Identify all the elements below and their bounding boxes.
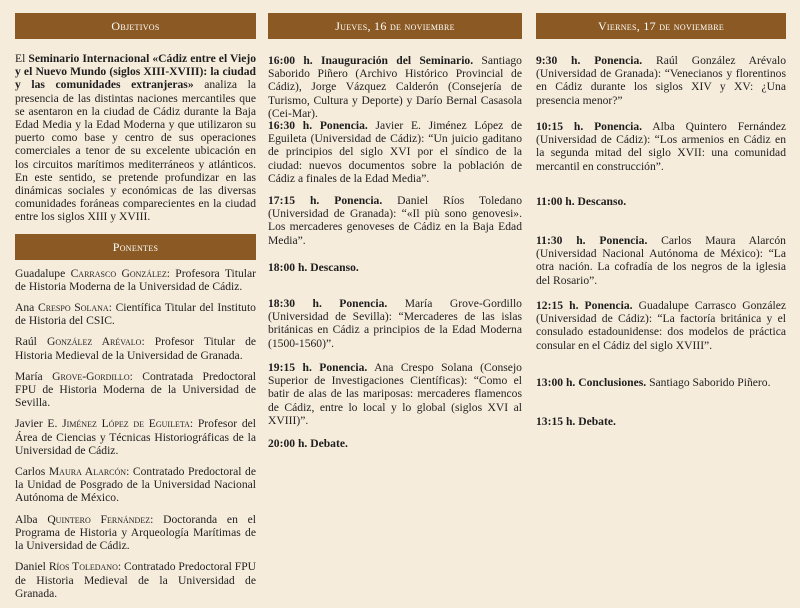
event-details: María Grove-Gordillo (Universidad de Sevilla): “Mercaderes de las islas británicas en Cádiz a principios de la Edad Moderna (1500-1560)”. [268,297,522,350]
speaker-first-name: Raúl [15,335,47,349]
event-time-title: 18:30 h. Ponencia. [268,297,388,310]
speaker-item [15,560,256,600]
speaker-surname: Jiménez López de Eguileta [62,417,190,431]
event-details: Raúl González Arévalo (Universidad de Granada): “Venecianos y florentinos en Cádiz durante los siglos XIV y XV: ¿Una presencia menor?” [536,54,786,107]
event-time-title: 12:15 h. Ponencia. [536,299,633,312]
schedule-item [536,415,786,428]
schedule-item [536,299,786,352]
speaker-item [15,370,256,410]
schedule-item [536,234,786,287]
seminar-title: Seminario Internacional «Cádiz entre el Viejo y el Nuevo Mundo (siglos XIII-XVIII): la ciudad y las comunidades extranjeras» [15,52,256,92]
speaker-surname: Grove-Gordillo [52,369,130,383]
event-time-title: 18:00 h. Descanso. [268,261,359,274]
event-details: Santiago Saborido Piñero (Archivo Histórico Provincial de Cádiz), Jorge Vázquez Calderón (Consejería de Turismo, Cultura y Deporte) y Darío Bernal Casasola (Cei-Mar). [268,54,522,120]
event-details: Carlos Maura Alarcón (Universidad Nacional Autónoma de México): “La otra nación. La cofradía de los negros de la iglesia del Rosario”. [536,234,786,287]
speaker-surname: Crespo Solana [37,301,109,315]
schedule-item [536,195,786,208]
left-column [15,13,256,608]
speaker-surname: Ríos Toledano [48,560,118,574]
schedule-item [536,376,786,389]
event-time-title: 16:00 h. Inauguración del Seminario. [268,54,474,67]
speaker-first-name: Javier E. [15,417,63,431]
speaker-first-name: Ana [15,301,38,315]
speaker-first-name: Alba [15,512,48,526]
schedule-item [268,297,522,350]
speaker-desc: : Profesor Titular de Historia Medieval de la Universidad de Granada. [15,335,257,362]
speaker-desc: : Profesora Titular de Historia Moderna de la Universidad de Cádiz. [15,266,256,293]
jueves-header: Jueves, 16 de noviembre [268,13,522,39]
schedule-item [536,54,786,107]
intro-lead: El [15,52,29,65]
speaker-desc: : Contratada Predoctoral FPU de Historia Moderna de la Universidad de Sevilla. [15,369,256,410]
speaker-item [15,417,256,457]
event-time-title: 13:15 h. Debate. [536,415,616,428]
speakers-list [15,267,256,600]
speaker-first-name: Carlos [15,465,49,479]
speaker-first-name: Daniel [15,560,49,574]
speaker-item [15,513,256,553]
friday-column [536,13,786,553]
speaker-desc: : Contratado Predoctoral FPU de Historia Medieval de la Universidad de Granada. [15,560,257,600]
speaker-desc: : Profesor del Área de Ciencias y Técnicas Historiográficas de la Universidad de Cádiz. [15,417,256,457]
viernes-header: Viernes, 17 de noviembre [536,13,786,39]
schedule-item [268,361,522,427]
event-time-title: 11:00 h. Descanso. [536,195,627,208]
intro-rest: analiza la presencia de las distintas naciones mercantiles que se asentaron en la ciudad de Cádiz durante la Baja Edad Media y la Edad Moderna y que utilizaron su puerto como base y centro de sus operaciones comerciales a tenor de su excelente ubicación en los circuitos marítimos mediterráneos y atlánticos. En este sentido, se pretende profundizar en las dinámicas sociales y económicas de las diversas comunidades foráneas comparecientes en la ciudad entre los siglos XIII y XVIII. [15,78,256,224]
objetivos-header: Objetivos [15,13,256,39]
event-time-title: 11:30 h. Ponencia. [536,234,648,247]
schedule-item [268,54,522,120]
event-details: Alba Quintero Fernández (Universidad de Cádiz): “Los armenios en Cádiz en la segunda mitad del siglo XVII: una comunidad mercantil en construcción”. [536,120,786,173]
speaker-item [15,335,256,361]
speaker-desc: : Contratado Predoctoral de la Unidad de Posgrado de la Universidad Nacional Autónoma de México. [15,465,256,505]
ponentes-header: Ponentes [15,234,256,260]
schedule-item [536,120,786,173]
event-details: Javier E. Jiménez López de Eguileta (Universidad de Cádiz): “Un juicio gaditano de principios del siglo XVI por el síndico de la ciudad: nuevos documentos sobre la población de Cádiz a finales de la Edad Media”. [268,119,522,185]
event-time-title: 19:15 h. Ponencia. [268,361,368,374]
event-details: Guadalupe Carrasco González (Universidad de Cádiz): “La factoría británica y el consulado estadounidense: dos modelos de práctica consular en el Cádiz del siglo XVIII”. [536,299,786,352]
speaker-surname: Quintero Fernández [47,512,151,526]
speaker-desc: : Doctoranda en el Programa de Historia y Arqueología Marítimas de la Universidad de Cádiz. [15,512,257,553]
event-details: Santiago Saborido Piñero. [646,376,771,389]
speaker-desc: : Científica Titular del Instituto de Historia del CSIC. [15,301,256,328]
schedule-item [268,261,522,274]
event-time-title: 13:00 h. Conclusiones. [536,376,647,389]
event-time-title: 17:15 h. Ponencia. [268,194,383,207]
speaker-surname: Carrasco González [70,266,167,280]
speaker-item [15,465,256,505]
thursday-column [268,13,522,553]
schedule-item [268,437,522,450]
speaker-item [15,301,256,327]
event-time-title: 16:30 h. Ponencia. [268,119,368,132]
speaker-surname: González Arévalo [46,335,142,349]
event-time-title: 9:30 h. Ponencia. [536,54,643,67]
schedule-item [268,194,522,247]
speaker-item [15,267,256,293]
event-details: Ana Crespo Solana (Consejo Superior de Investigaciones Científicas): “Como el batir de alas de las mariposas: mercaderes flamencos de Cádiz, entre lo local y lo global (siglos XVI al XVIII)”. [268,361,522,427]
event-details: Daniel Ríos Toledano (Universidad de Granada): “«Il più sono genovesi». Los mercaderes genoveses de Cádiz en la Baja Edad Media”. [268,194,522,247]
speaker-first-name: María [15,369,53,383]
schedule-item [268,119,522,185]
event-time-title: 20:00 h. Debate. [268,437,348,450]
objetivos-text [15,52,256,224]
speaker-surname: Maura Alarcón [48,465,127,479]
event-time-title: 10:15 h. Ponencia. [536,120,643,133]
speaker-first-name: Guadalupe [15,266,71,280]
